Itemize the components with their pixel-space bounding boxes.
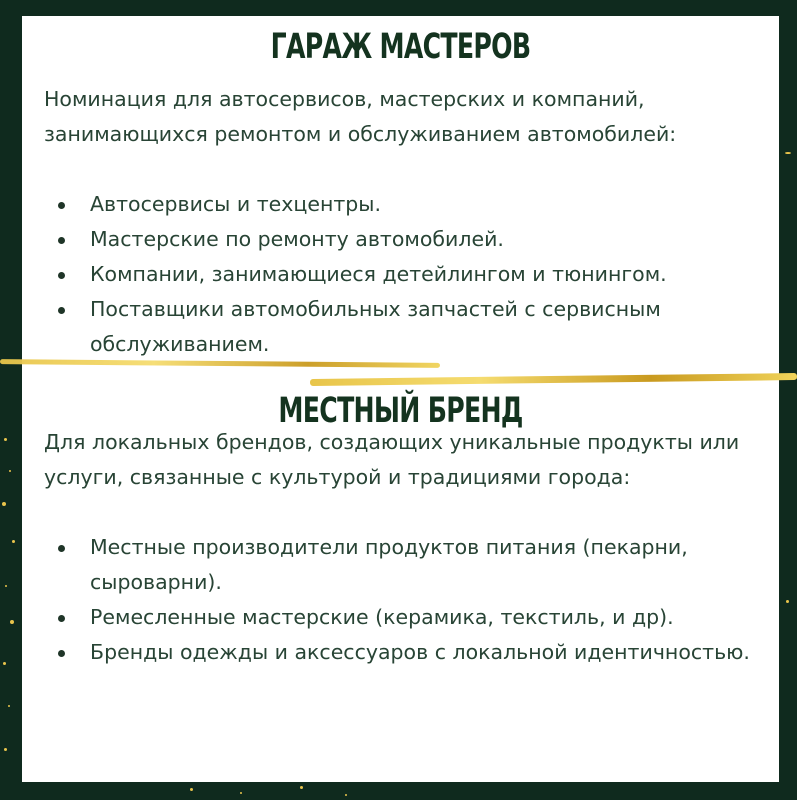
sparkle-icon	[12, 540, 15, 543]
bullet-icon	[58, 237, 65, 244]
sparkle-icon	[8, 705, 10, 707]
content-card	[22, 16, 779, 782]
sparkle-icon	[9, 470, 11, 472]
sparkle-icon	[300, 786, 303, 789]
list-item	[44, 222, 774, 257]
section-intro-garage: Номинация для автосервисов, мастерских и компаний, занимающихся ремонтом и обслуживанием автомобилей:	[44, 87, 677, 146]
section-title-garage: ГАРАЖ МАСТЕРОВ	[270, 27, 531, 67]
list-item-text: Местные производители продуктов питания (пекарни, сыроварни).	[90, 535, 688, 594]
bullet-icon	[58, 615, 65, 622]
sparkle-icon	[3, 662, 6, 665]
sparkle-icon	[240, 792, 242, 794]
list-item-text: Ремесленные мастерские (керамика, текстиль, и др).	[90, 605, 674, 629]
section-intro-local-brand: Для локальных брендов, создающих уникальные продукты или услуги, связанные с культурой и традициями города:	[44, 430, 740, 489]
list-item-text: Автосервисы и техцентры.	[90, 192, 382, 216]
list-item	[44, 635, 774, 670]
sparkle-icon	[785, 152, 791, 154]
sparkle-icon	[10, 620, 14, 624]
section-title-local-brand: МЕСТНЫЙ БРЕНД	[278, 391, 523, 431]
bullet-icon	[58, 307, 65, 314]
list-item	[44, 530, 774, 600]
list-item-text: Поставщики автомобильных запчастей с сервисным обслуживанием.	[90, 297, 661, 356]
sparkle-icon	[2, 502, 6, 506]
bullet-icon	[58, 545, 65, 552]
sparkle-icon	[4, 748, 7, 751]
list-item-text: Бренды одежды и аксессуаров с локальной идентичностью.	[90, 640, 750, 664]
garage-list	[44, 187, 774, 362]
sparkle-icon	[4, 438, 7, 441]
sparkle-icon	[345, 794, 347, 796]
bullet-icon	[58, 650, 65, 657]
list-item-text: Компании, занимающиеся детейлингом и тюнингом.	[90, 262, 667, 286]
list-item	[44, 292, 774, 362]
list-item	[44, 600, 774, 635]
list-item-text: Мастерские по ремонту автомобилей.	[90, 227, 504, 251]
bullet-icon	[58, 272, 65, 279]
list-item	[44, 187, 774, 222]
local-brand-list	[44, 530, 774, 670]
sparkle-icon	[786, 600, 789, 603]
list-item	[44, 257, 774, 292]
sparkle-icon	[5, 585, 7, 587]
sparkle-icon	[190, 788, 193, 791]
bullet-icon	[58, 202, 65, 209]
